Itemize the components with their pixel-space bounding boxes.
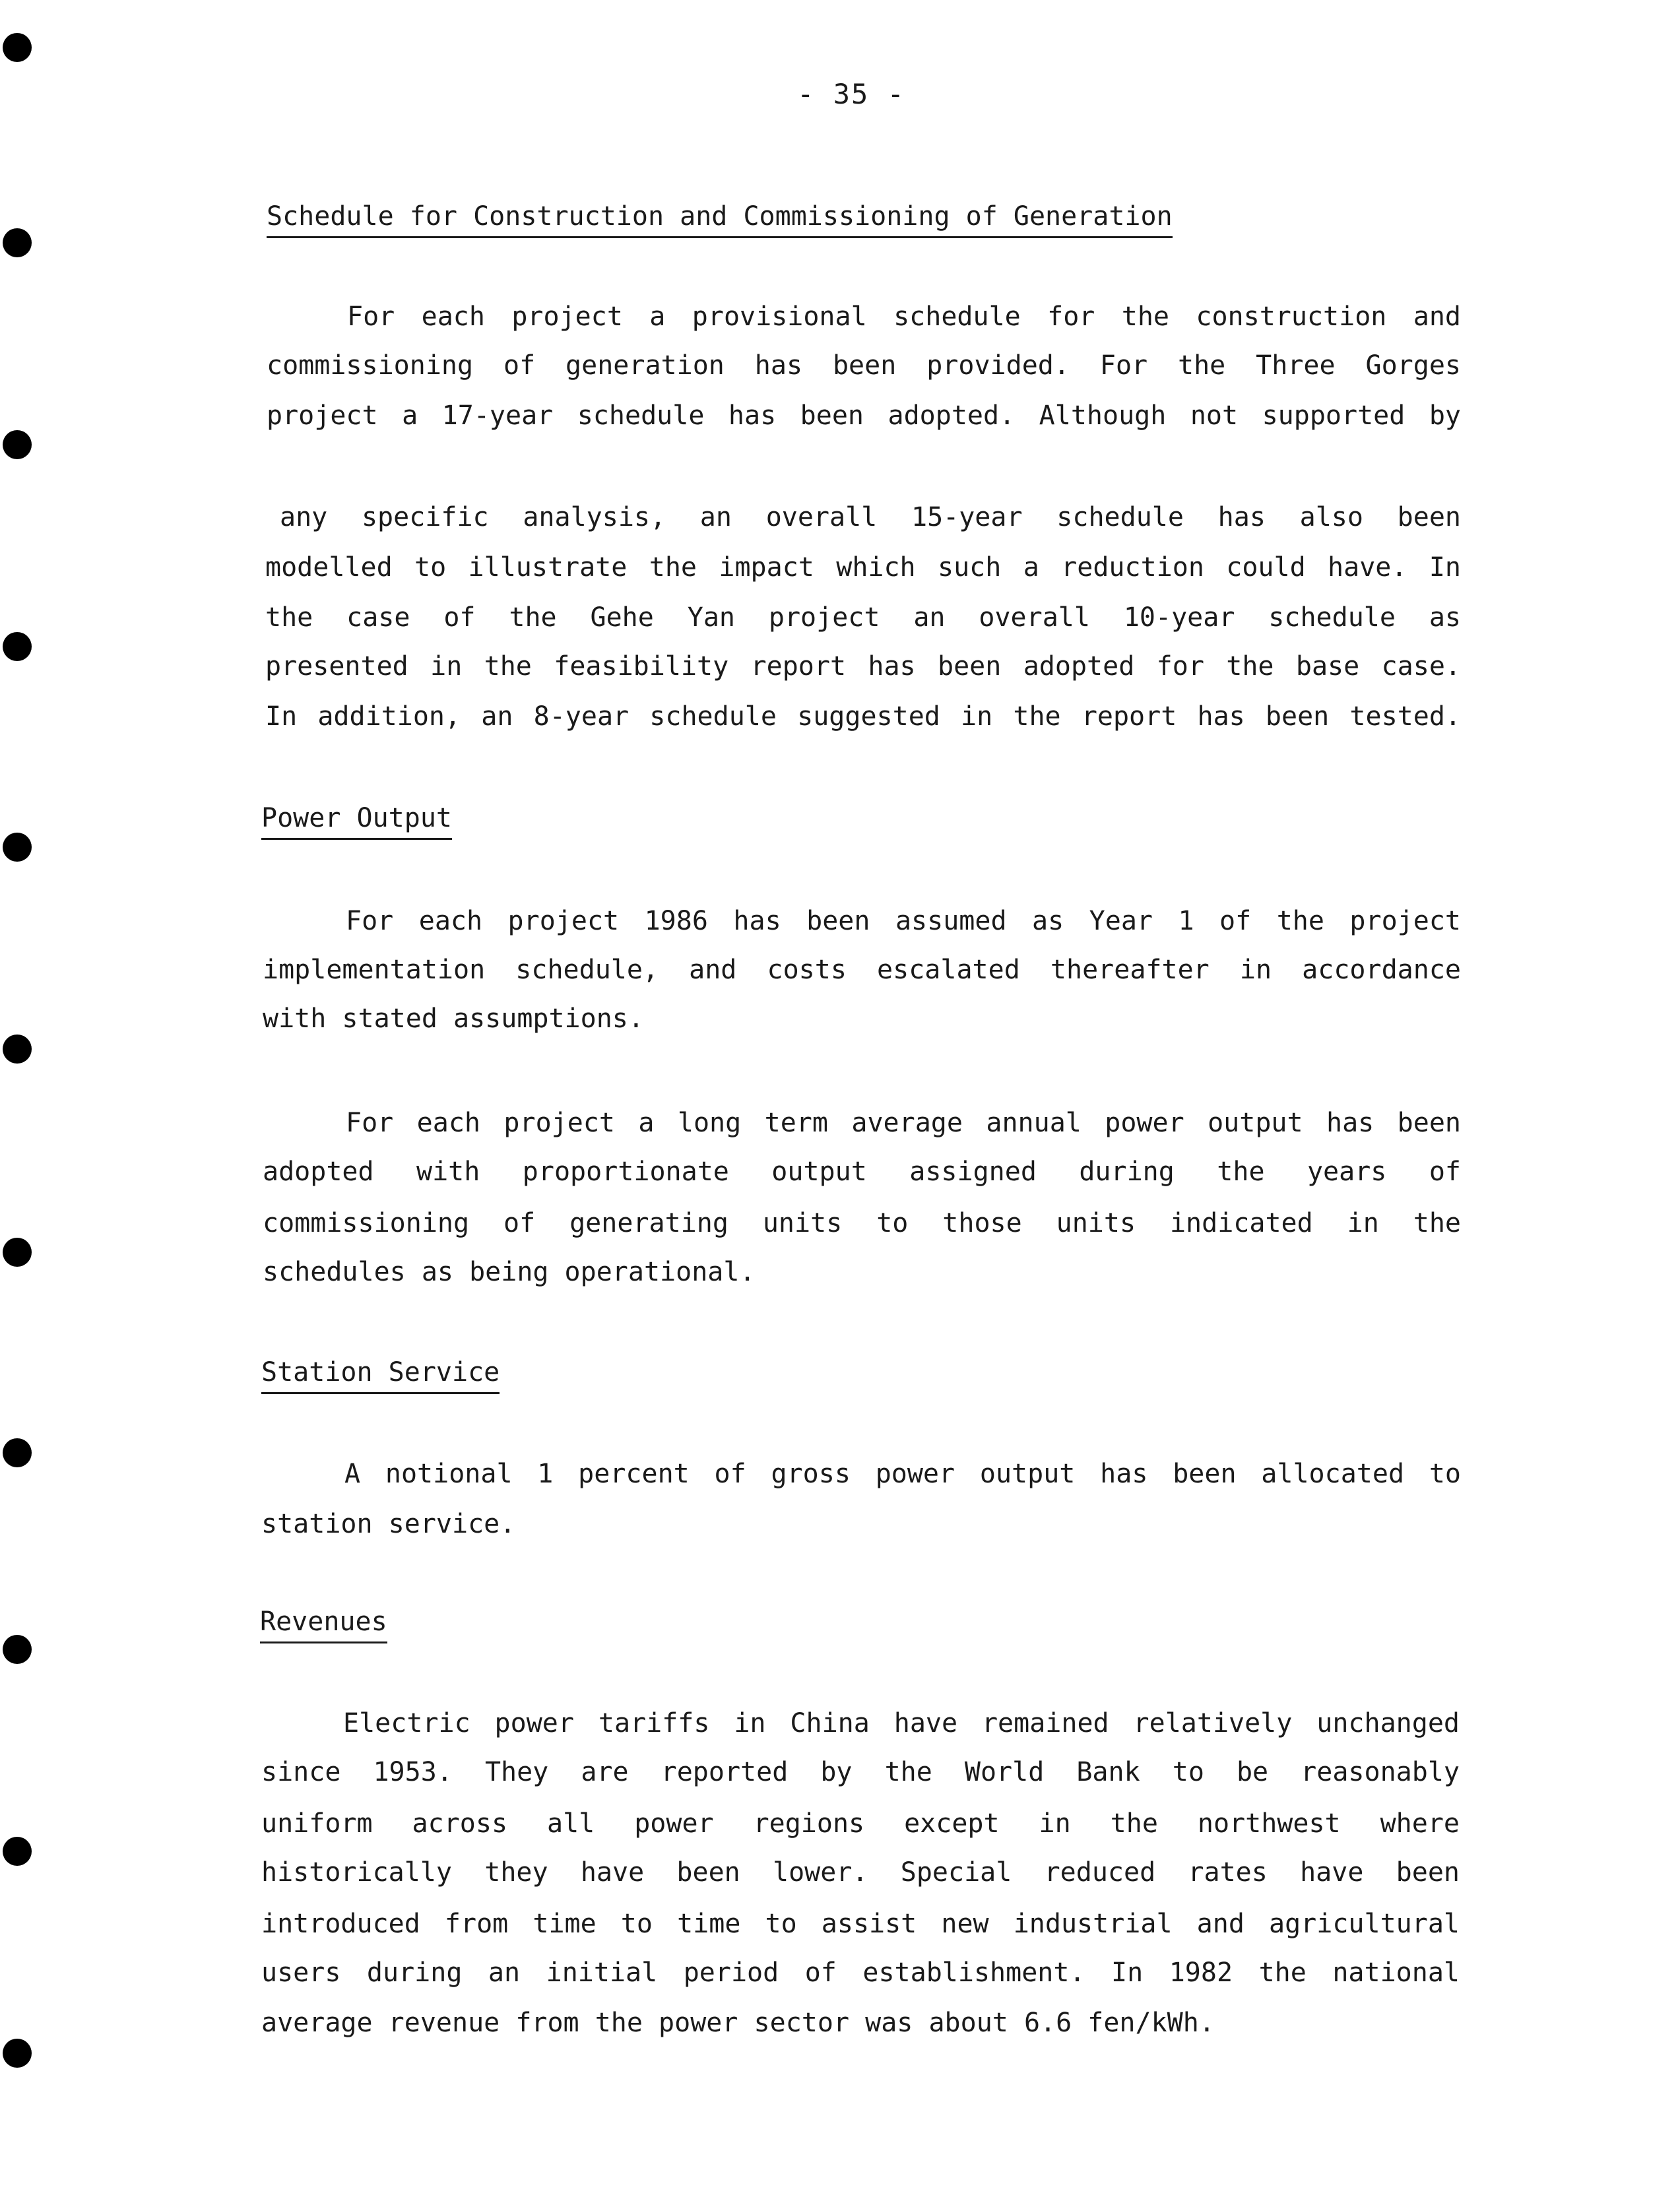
section-heading: Schedule for Construction and Commissioning of Generation bbox=[267, 199, 1173, 238]
paragraph-line: For each project a long term average annual power output has been bbox=[346, 1108, 1461, 1138]
section-heading: Station Service bbox=[261, 1355, 500, 1394]
paragraph-line: with stated assumptions. bbox=[263, 1004, 644, 1034]
paragraph-line: since 1953. They are reported by the World Bank to be reasonably bbox=[261, 1757, 1460, 1787]
punch-hole bbox=[3, 2039, 32, 2068]
paragraph-line: uniform across all power regions except in the northwest where bbox=[261, 1808, 1460, 1839]
paragraph-line: users during an initial period of establishment. In 1982 the national bbox=[261, 1958, 1460, 1988]
punch-hole bbox=[3, 1438, 32, 1467]
paragraph-line: In addition, an 8-year schedule suggested in the report has been tested. bbox=[265, 701, 1461, 732]
paragraph-line: Electric power tariffs in China have remained relatively unchanged bbox=[343, 1708, 1460, 1738]
section-heading: Revenues bbox=[260, 1605, 387, 1643]
paragraph-line: commissioning of generation has been provided. For the Three Gorges bbox=[267, 350, 1461, 381]
paragraph-line: A notional 1 percent of gross power output has been allocated to bbox=[344, 1459, 1461, 1489]
paragraph-line: any specific analysis, an overall 15-year schedule has also been bbox=[280, 502, 1461, 532]
punch-hole bbox=[3, 33, 32, 62]
paragraph-line: the case of the Gehe Yan project an overall 10-year schedule as bbox=[265, 602, 1461, 633]
section-heading: Power Output bbox=[261, 801, 452, 840]
page-number: - 35 - bbox=[797, 78, 905, 110]
punch-hole bbox=[3, 228, 32, 257]
paragraph-line: adopted with proportionate output assigned during the years of bbox=[263, 1157, 1461, 1187]
paragraph-line: historically they have been lower. Special reduced rates have been bbox=[261, 1857, 1460, 1888]
paragraph-line: station service. bbox=[261, 1509, 516, 1539]
punch-hole bbox=[3, 430, 32, 459]
punch-hole bbox=[3, 1035, 32, 1064]
paragraph-line: schedules as being operational. bbox=[263, 1257, 756, 1287]
punch-hole bbox=[3, 833, 32, 862]
punch-hole bbox=[3, 1837, 32, 1866]
paragraph-line: For each project 1986 has been assumed as Year 1 of the project bbox=[346, 906, 1461, 936]
paragraph-line: presented in the feasibility report has been adopted for the base case. bbox=[265, 651, 1461, 682]
punch-hole bbox=[3, 632, 32, 661]
paragraph-line: commissioning of generating units to those units indicated in the bbox=[263, 1208, 1461, 1238]
paragraph-line: average revenue from the power sector was about 6.6 fen/kWh. bbox=[261, 2008, 1215, 2038]
punch-hole bbox=[3, 1635, 32, 1664]
paragraph-line: project a 17-year schedule has been adopted. Although not supported by bbox=[267, 400, 1461, 431]
paragraph-line: modelled to illustrate the impact which such a reduction could have. In bbox=[265, 552, 1461, 583]
paragraph-line: introduced from time to time to assist new industrial and agricultural bbox=[261, 1909, 1460, 1939]
paragraph-line: implementation schedule, and costs escalated thereafter in accordance bbox=[263, 955, 1461, 985]
punch-hole bbox=[3, 1238, 32, 1267]
paragraph-line: For each project a provisional schedule for the construction and bbox=[347, 302, 1461, 332]
